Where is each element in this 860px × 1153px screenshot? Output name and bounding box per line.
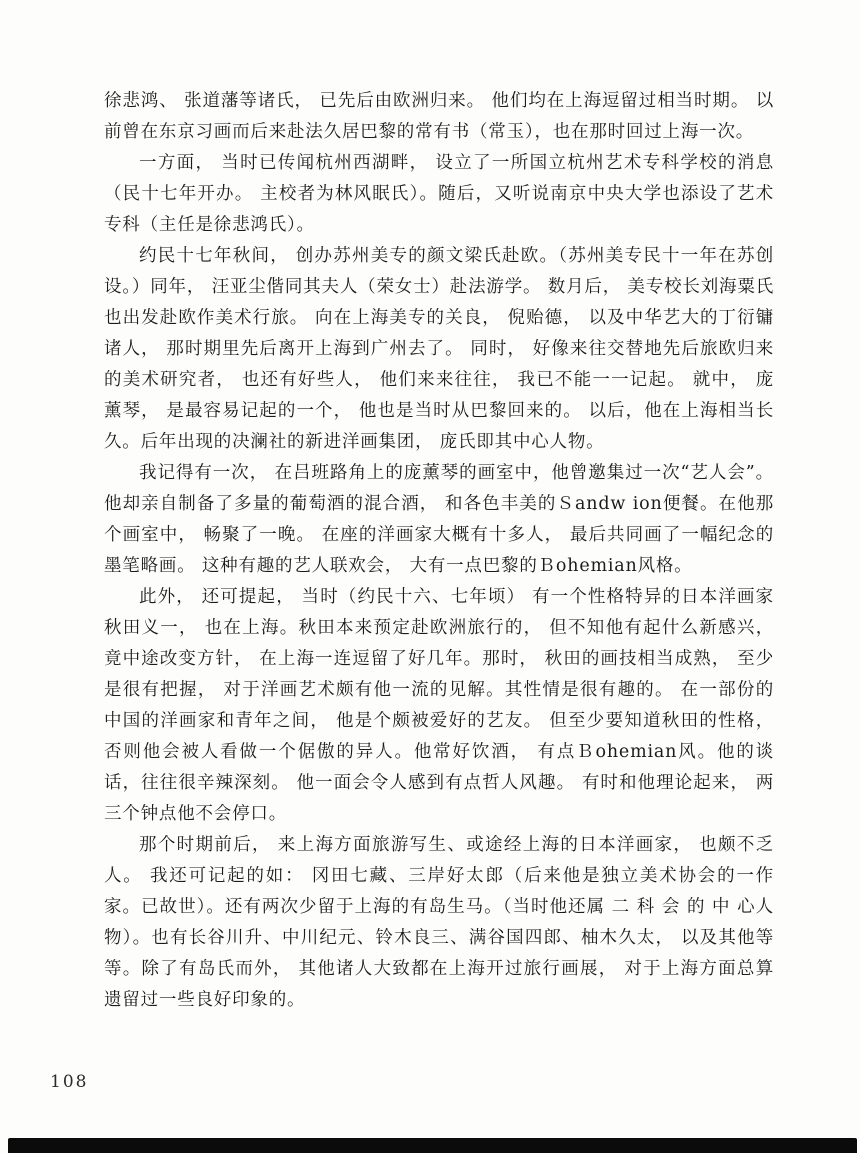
text-block (104, 86, 774, 1016)
paragraph-4: 我记得有一次， 在吕班路角上的庞薰琴的画室中，他曾邀集过一次“艺人会”。他却亲自制备了多量的葡萄酒的混合酒， 和各色丰美的Ｓandw ion便餐。在他那个画室中， 畅聚了一晚。 在座的洋画家大概有十多人， 最后共同画了一幅纪念的墨笔略画。 这种有趣的艺人联欢会， 大有一点巴黎的Ｂohemian风格。 (104, 463, 774, 576)
scan-edge-artifact (8, 1138, 857, 1153)
paragraph-3: 约民十七年秋间， 创办苏州美专的颜文梁氏赴欧。（苏州美专民十一年在苏创设。）同年， 汪亚尘偕同其夫人（荣女士）赴法游学。 数月后， 美专校长刘海粟氏也出发赴欧作美术行旅。 向在上海美专的关良， 倪贻德， 以及中华艺大的丁衍镛诸人， 那时期里先后离开上海到广州去了。 同时， 好像来往交替地先后旅欧归来的美术研究者， 也还有好些人， 他们来来往往， 我已不能一一记起。 就中， 庞薰琴， 是最容易记起的一个， 他也是当时从巴黎回来的。 以后，他在上海相当长久。后年出现的决澜社的新进洋画集团， 庞氏即其中心人物。 (104, 246, 774, 452)
page-number: 108 (50, 1072, 89, 1092)
paragraph-1: 徐悲鸿、 张道藩等诸氏， 已先后由欧洲归来。 他们均在上海逗留过相当时期。 以前曾在东京习画而后来赴法久居巴黎的常有书（常玉），也在那时回过上海一次。 (104, 91, 774, 142)
paragraph-6: 那个时期前后， 来上海方面旅游写生、或途经上海的日本洋画家， 也颇不乏人。 我还可记起的如： 冈田七藏、三岸好太郎（后来他是独立美术协会的一作家。已故世）。还有两次少留于上海的有岛生马。（当时他还属 二 科 会 的 中 心人物）。也有长谷川升、中川纪元、铃木良三、满谷国四郎、柚木久太， 以及其他等等。除了有岛氏而外， 其他诸人大致都在上海开过旅行画展， 对于上海方面总算遗留过一些良好印象的。 (104, 835, 774, 1010)
paragraph-2: 一方面， 当时已传闻杭州西湖畔， 设立了一所国立杭州艺术专科学校的消息（民十七年开办。 主校者为林风眠氏）。随后，又听说南京中央大学也添设了艺术专科（主任是徐悲鸿氏）。 (104, 153, 774, 235)
paragraph-5: 此外， 还可提起， 当时（约民十六、七年顷） 有一个性格特异的日本洋画家秋田义一， 也在上海。秋田本来预定赴欧洲旅行的， 但不知他有起什么新感兴，竟中途改变方针， 在上海一连逗留了好几年。那时， 秋田的画技相当成熟， 至少是很有把握， 对于洋画艺术颇有他一流的见解。其性情是很有趣的。 在一部份的中国的洋画家和青年之间， 他是个颇被爱好的艺友。 但至少要知道秋田的性格，否则他会被人看做一个倨傲的异人。他常好饮酒， 有点Ｂohemian风。他的谈话，往往很辛辣深刻。 他一面会令人感到有点哲人风趣。 有时和他理论起来， 两三个钟点他不会停口。 (104, 587, 774, 824)
